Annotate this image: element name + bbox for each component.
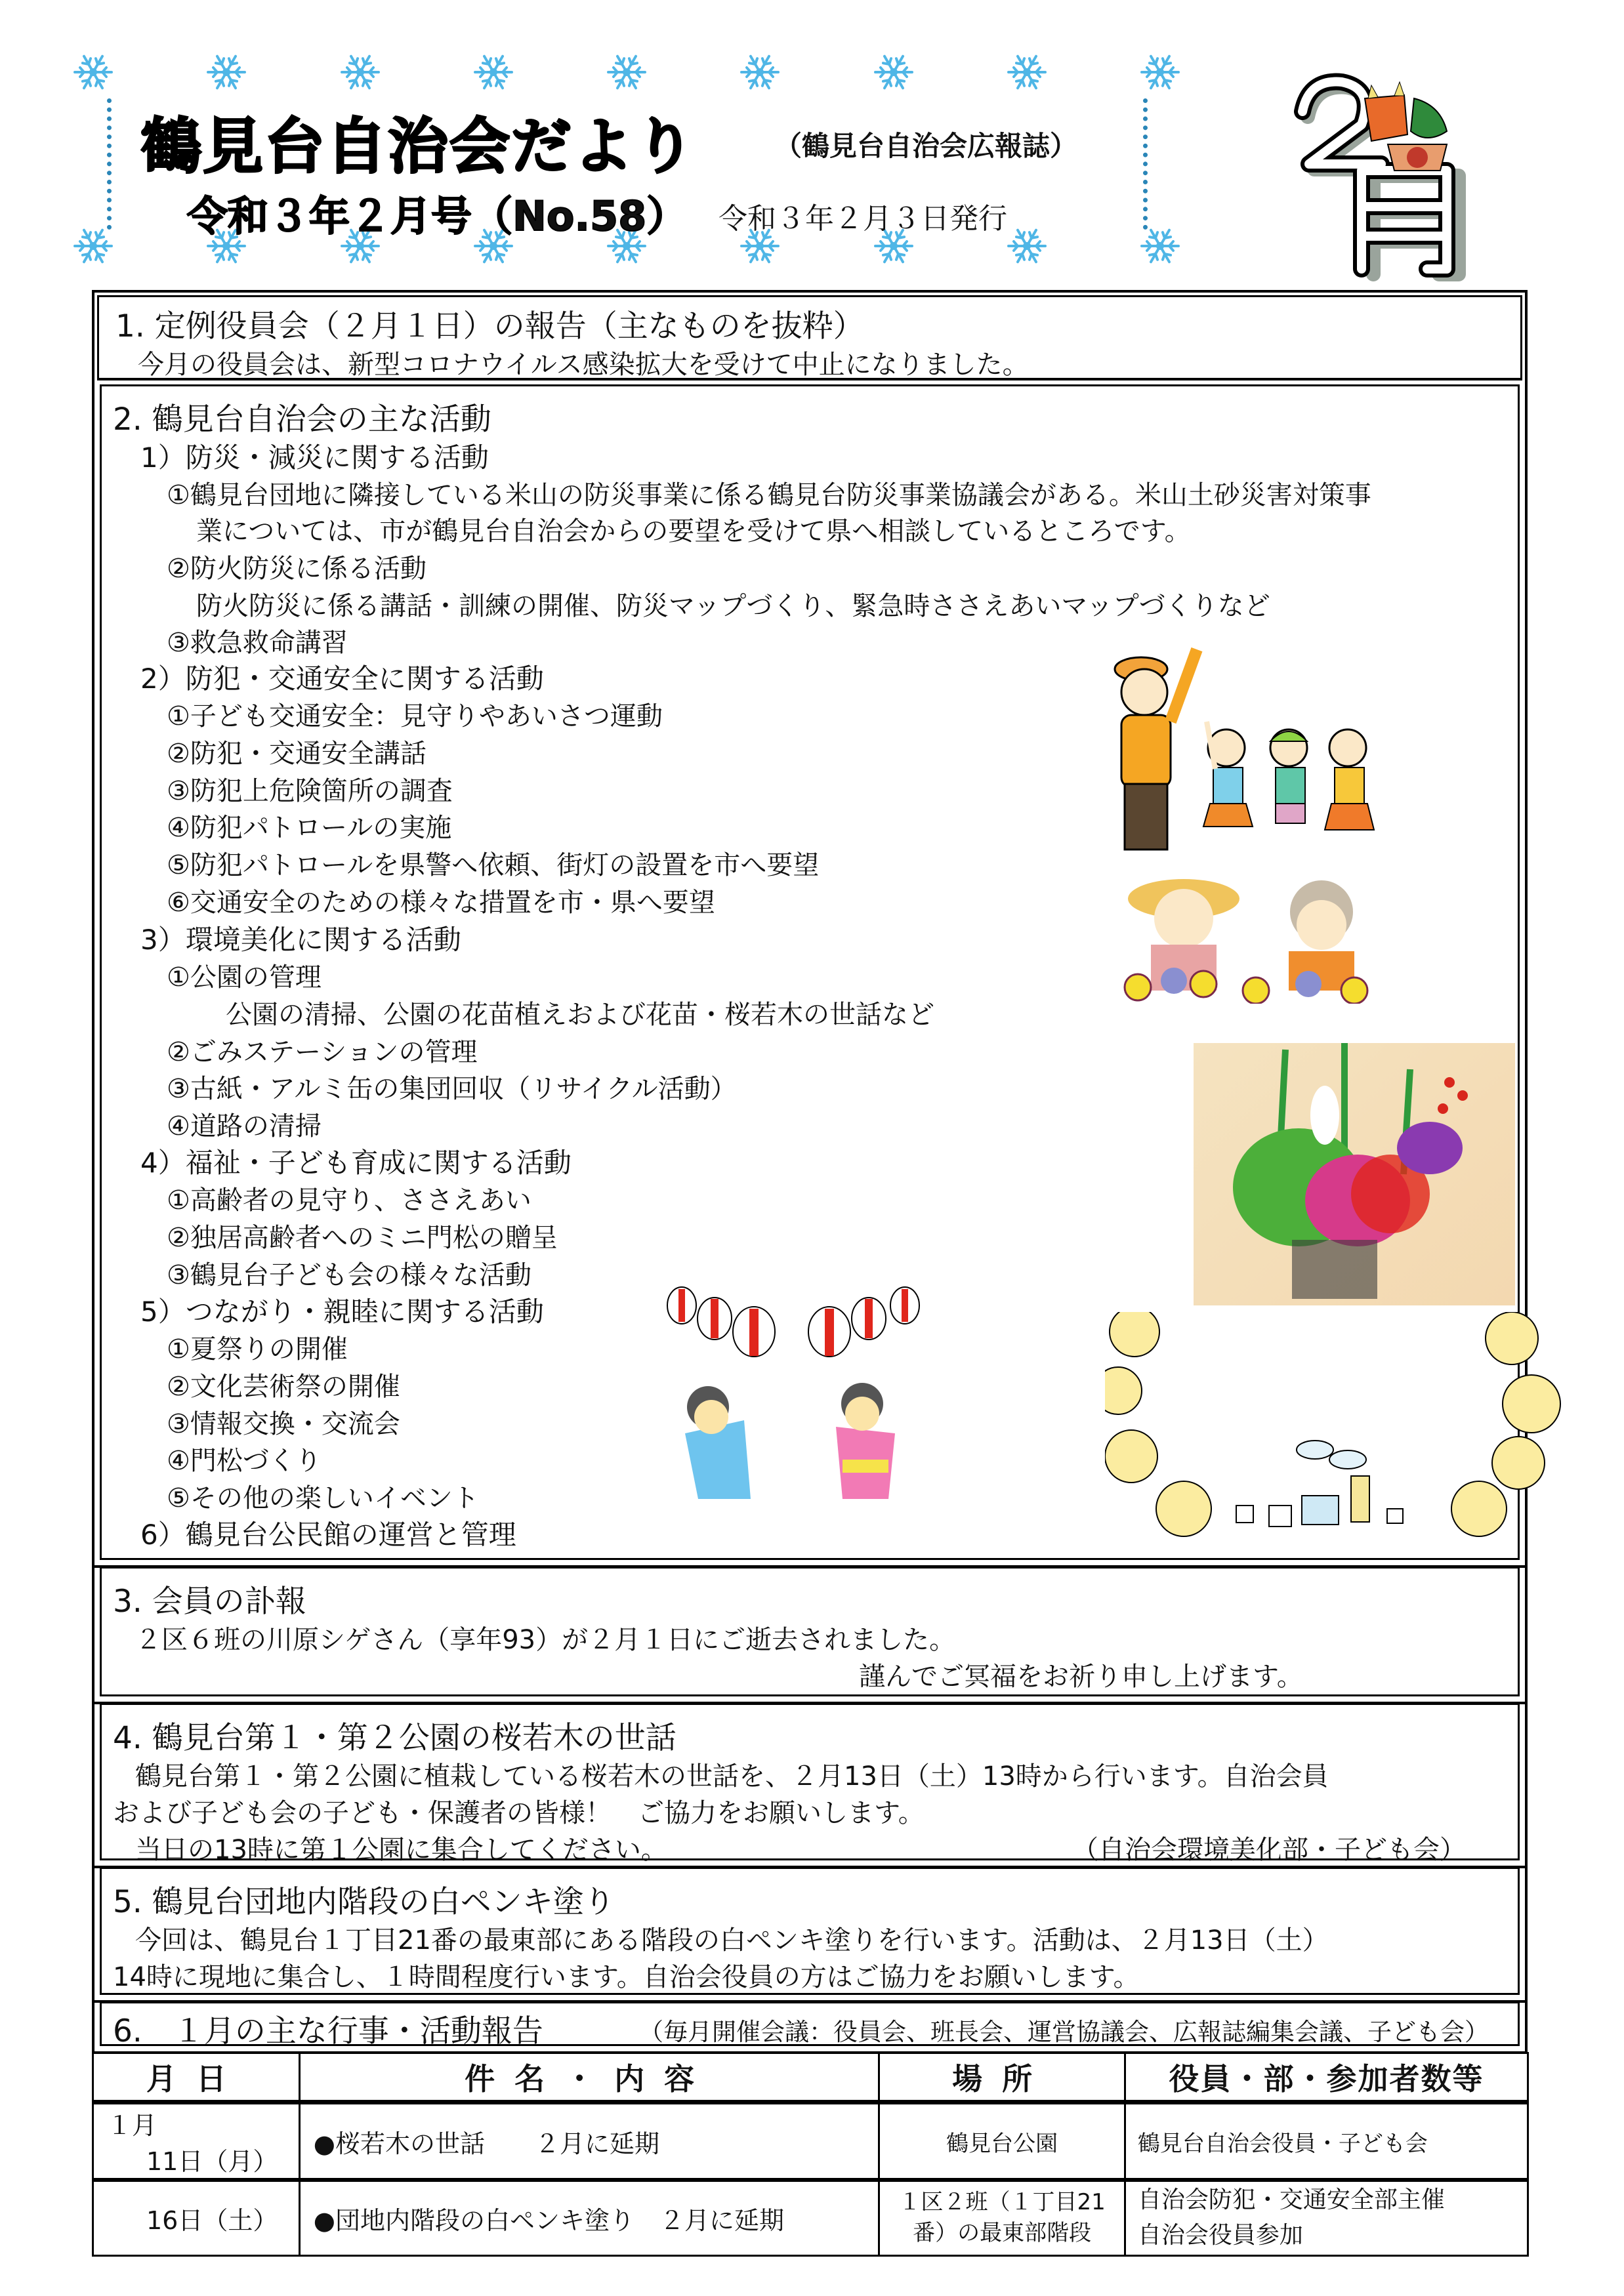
header-content: 件名・内容	[299, 2053, 879, 2102]
section-1-title: 1. 定例役員会（２月１日）の報告（主なものを抜粋）	[115, 308, 864, 344]
row-place: １区２班（１丁目21番）の最東部階段	[879, 2180, 1125, 2255]
community-faces-illustration	[1105, 1312, 1584, 1542]
list-item: ④防犯パトロールの実施	[167, 813, 452, 843]
subsection-heading: 3）環境美化に関する活動	[140, 924, 461, 956]
row-participants: 自治会役員参加	[1137, 2222, 1303, 2249]
list-item: ②防犯・交通安全講話	[167, 739, 427, 769]
section-3-title: 3. 会員の訃報	[113, 1584, 306, 1620]
list-item: ②防火防災に係る活動	[167, 554, 427, 584]
list-item: ①高齢者の見守り、ささえあい	[167, 1185, 531, 1216]
list-item: ①鶴見台団地に隣接している米山の防災事業に係る鶴見台防災事業協議会がある。米山土砂災害対策事	[167, 480, 1371, 510]
header-participants: 役員・部・参加者数等	[1125, 2053, 1528, 2102]
newsletter-title: 鶴見台自治会だより	[141, 112, 697, 182]
table-row	[93, 2102, 1528, 2181]
section-2	[92, 380, 1528, 1568]
section-6	[92, 1998, 1528, 2054]
list-item: ②独居高齢者へのミニ門松の贈呈	[167, 1223, 558, 1253]
section-1	[92, 290, 1528, 386]
section-1-body: 今月の役員会は、新型コロナウイルス感染拡大を受けて中止になりました。	[138, 350, 1029, 380]
snowflake-icon	[606, 51, 648, 93]
section-4-title: 4. 鶴見台第１・第２公園の桜若木の世話	[113, 1720, 677, 1756]
section-2-title: 2. 鶴見台自治会の主な活動	[113, 401, 491, 438]
table-header-row	[93, 2053, 1528, 2102]
section-4-body: および子ども会の子ども・保護者の皆様！ ご協力をお願いします。	[113, 1798, 925, 1828]
list-item: ④道路の清掃	[167, 1111, 322, 1141]
kadomatsu-photo	[1194, 1043, 1515, 1305]
crossing-guard-illustration	[1085, 643, 1387, 859]
dotted-border-right	[1143, 98, 1148, 230]
snowflake-icon	[1139, 225, 1181, 267]
section-4-organizer: （自治会環境美化部・子ども会）	[1072, 1835, 1466, 1865]
list-item: ③防犯上危険箇所の調査	[167, 776, 453, 806]
snowflake-icon	[739, 51, 781, 93]
section-5	[92, 1863, 1528, 2003]
snowflake-icon	[472, 51, 514, 93]
subsection-heading: 6）鶴見台公民館の運営と管理	[140, 1519, 516, 1551]
list-item: ③古紙・アルミ缶の集団回収（リサイクル活動）	[167, 1074, 737, 1104]
section-4-body: 当日の13時に第１公園に集合してください。	[135, 1835, 667, 1865]
row-content: ●団地内階段の白ペンキ塗り ２月に延期	[299, 2180, 879, 2255]
snowflake-icon	[205, 51, 247, 93]
subsection-heading: 1）防災・減災に関する活動	[140, 441, 489, 474]
snowflake-border-top	[72, 49, 1181, 95]
header-place: 場所	[879, 2053, 1125, 2102]
list-item: 防火防災に係る講話・訓練の開催、防災マップづくり、緊急時ささえあいマップづくりなど	[196, 591, 1270, 621]
row-place: 鶴見台公園	[879, 2102, 1125, 2181]
list-item: ①夏祭りの開催	[167, 1334, 348, 1364]
issued-date: 令和３年２月３日発行	[718, 202, 1007, 236]
section-5-body: 今回は、鶴見台１丁目21番の最東部にある階段の白ペンキ塗りを行います。活動は、２月13日（土）	[135, 1925, 1329, 1956]
row-month: １月	[107, 2111, 157, 2140]
snowflake-icon	[873, 51, 915, 93]
list-item: ④門松づくり	[167, 1446, 322, 1476]
row-day: 16日（土）	[93, 2180, 300, 2255]
row-day: 11日（月）	[146, 2147, 278, 2176]
snowflake-icon	[1006, 51, 1048, 93]
list-item: 業については、市が鶴見台自治会からの要望を受けて県へ相談しているところです。	[196, 516, 1191, 546]
list-item: ②文化芸術祭の開催	[167, 1372, 400, 1402]
subsection-heading: 2）防犯・交通安全に関する活動	[140, 663, 544, 695]
section-3-body: ２区６班の川原シゲさん（享年93）が２月１日にご逝去されました。	[135, 1625, 956, 1655]
summer-festival-illustration	[646, 1282, 928, 1532]
row-participants: 鶴見台自治会役員・子ども会	[1125, 2102, 1528, 2181]
list-item: 公園の清掃、公園の花苗植えおよび花苗・桜若木の世話など	[226, 1000, 934, 1030]
list-item: ⑤その他の楽しいイベント	[167, 1483, 479, 1513]
subsection-heading: 5）つながり・親睦に関する活動	[140, 1296, 544, 1328]
snowflake-icon	[72, 51, 114, 93]
events-table	[92, 2052, 1529, 2257]
section-5-body: 14時に現地に集合し、１時間程度行います。自治会役員の方はご協力をお願いします。	[113, 1962, 1140, 1992]
list-item: ③救急救命講習	[167, 628, 348, 658]
snowflake-icon	[1139, 51, 1181, 93]
section-3-condolence: 謹んでご冥福をお祈り申し上げます。	[859, 1662, 1303, 1692]
list-item: ①公園の管理	[167, 962, 322, 993]
newsletter-subtitle: （鶴見台自治会広報誌）	[774, 130, 1078, 162]
row-participants: 自治会防犯・交通安全部主催	[1137, 2186, 1445, 2214]
snowflake-icon	[339, 51, 381, 93]
subsection-heading: 4）福祉・子ども育成に関する活動	[140, 1147, 572, 1179]
table-row	[93, 2180, 1528, 2255]
february-badge-icon	[1289, 72, 1473, 282]
header-date: 月日	[93, 2053, 300, 2102]
issue-number: 令和３年２月号（No.58）	[187, 192, 688, 240]
snowflake-icon	[1006, 225, 1048, 267]
section-6-note: （毎月開催会議：役員会、班長会、運営協議会、広報誌編集会議、子ども会）	[639, 2018, 1489, 2046]
snowflake-icon	[72, 225, 114, 267]
list-item: ⑥交通安全のための様々な措置を市・県へ要望	[167, 888, 715, 918]
list-item: ⑤防犯パトロールを県警へ依頼、街灯の設置を市へ要望	[167, 850, 820, 880]
section-4	[92, 1699, 1528, 1868]
section-4-body: 鶴見台第１・第２公園に植栽している桜若木の世話を、２月13日（土）13時から行います。自治会員	[135, 1761, 1329, 1792]
dotted-border-left	[107, 98, 112, 230]
section-3	[92, 1563, 1528, 1704]
planting-flowers-illustration	[1112, 872, 1400, 1004]
section-6-title: 6. １月の主な行事・活動報告	[113, 2013, 543, 2049]
list-item: ③情報交換・交流会	[167, 1409, 400, 1439]
list-item: ①子ども交通安全：見守りやあいさつ運動	[167, 701, 663, 731]
section-5-title: 5. 鶴見台団地内階段の白ペンキ塗り	[113, 1884, 615, 1920]
list-item: ③鶴見台子ども会の様々な活動	[167, 1260, 531, 1290]
row-content: ●桜若木の世話 ２月に延期	[299, 2102, 879, 2181]
list-item: ②ごみステーションの管理	[167, 1037, 478, 1067]
